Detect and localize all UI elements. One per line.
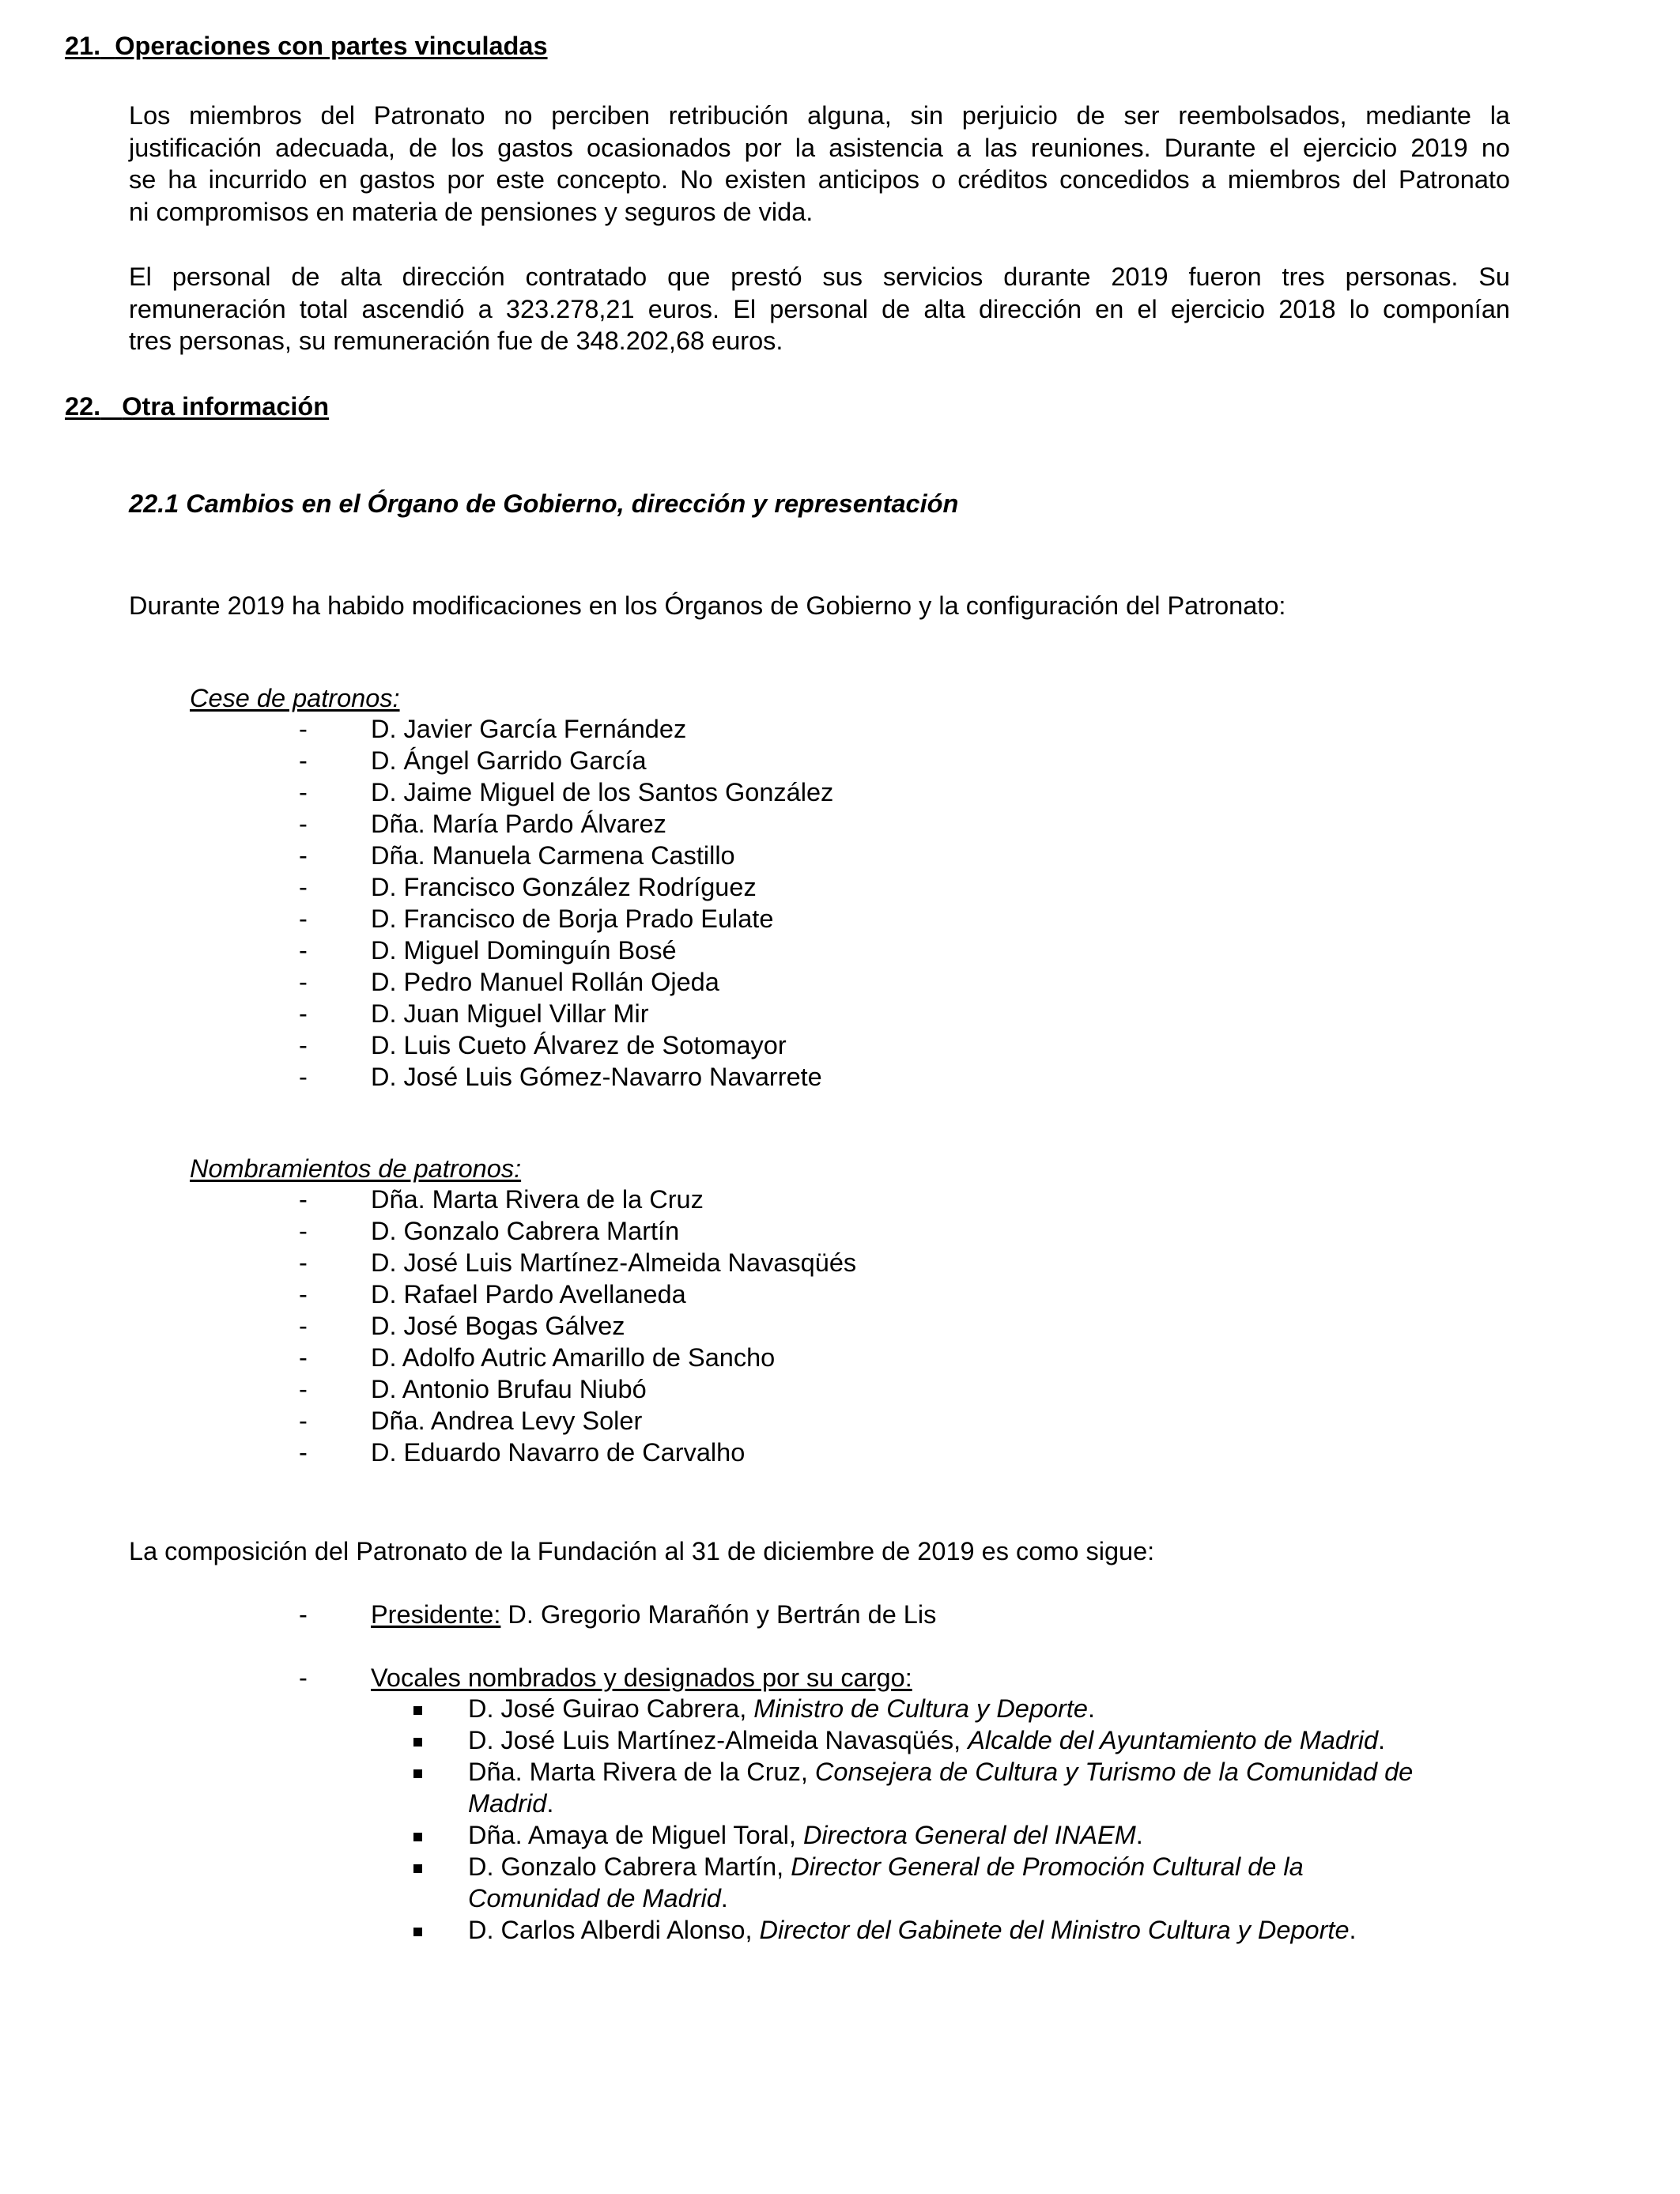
square-bullet-icon — [413, 1833, 422, 1841]
cese-heading: Cese de patronos: — [190, 684, 400, 712]
paragraph-line: justificación adecuada, de los gastos ocasionados por la asistencia a las reuniones. Durante el ejercicio 2019 no — [129, 133, 1510, 162]
square-bullet-icon — [413, 1706, 422, 1715]
dash-marker: - — [299, 715, 308, 743]
section-title: Operaciones con partes vinculadas — [115, 32, 548, 60]
dash-marker: - — [299, 1312, 308, 1340]
dash-marker: - — [299, 1600, 308, 1629]
dash-marker: - — [299, 1663, 308, 1692]
vocal-text: D. Carlos Alberdi Alonso, Director del Gabinete del Ministro Cultura y Deporte. — [468, 1916, 1357, 1944]
list-item-text: D. Adolfo Autric Amarillo de Sancho — [371, 1343, 776, 1372]
section-21-heading — [65, 32, 548, 61]
square-bullet-icon — [413, 1864, 422, 1873]
square-bullet-icon — [413, 1738, 422, 1747]
vocal-text: D. José Guirao Cabrera, Ministro de Cultura y Deporte. — [468, 1694, 1095, 1723]
paragraph-line: El personal de alta dirección contratado que prestó sus servicios durante 2019 fueron tres personas. Su — [129, 262, 1510, 291]
nombramientos-heading: Nombramientos de patronos: — [190, 1154, 522, 1183]
presidente-name: D. Gregorio Marañón y Bertrán de Lis — [500, 1600, 937, 1629]
list-item-text: D. Antonio Brufau Niubó — [371, 1375, 647, 1403]
vocales-heading: Vocales nombrados y designados por su cargo: — [371, 1663, 912, 1692]
dash-marker: - — [299, 1031, 308, 1059]
list-item-text: D. José Luis Gómez-Navarro Navarrete — [371, 1063, 822, 1091]
paragraph-remuneration-board — [129, 100, 1510, 228]
dash-marker: - — [299, 1375, 308, 1403]
dash-marker: - — [299, 841, 308, 870]
list-item-text: D. Rafael Pardo Avellaneda — [371, 1280, 686, 1308]
square-bullet-icon — [413, 1928, 422, 1936]
composicion-intro: La composición del Patronato de la Fundación al 31 de diciembre de 2019 es como sigue: — [129, 1537, 1155, 1565]
vocal-text: Dña. Amaya de Miguel Toral, Directora General del INAEM. — [468, 1821, 1143, 1849]
list-item-text: D. Jaime Miguel de los Santos González — [371, 778, 834, 806]
list-item-text: D. Luis Cueto Álvarez de Sotomayor — [371, 1031, 787, 1059]
list-item-text: D. Ángel Garrido García — [371, 746, 647, 775]
vocal-text: Dña. Marta Rivera de la Cruz, Consejera de Cultura y Turismo de la Comunidad de — [468, 1758, 1414, 1786]
list-item-text: D. Pedro Manuel Rollán Ojeda — [371, 968, 719, 996]
dash-marker: - — [299, 873, 308, 901]
intro-text: Durante 2019 ha habido modificaciones en los Órganos de Gobierno y la configuración del Patronato: — [129, 591, 1286, 620]
dash-marker: - — [299, 1280, 308, 1308]
dash-marker: - — [299, 1407, 308, 1435]
dash-marker: - — [299, 746, 308, 775]
subsection-heading: 22.1 Cambios en el Órgano de Gobierno, dirección y representación — [129, 489, 959, 518]
section-title: Otra información — [122, 392, 330, 421]
list-item-text: D. José Bogas Gálvez — [371, 1312, 625, 1340]
paragraph-line: se ha incurrido en gastos por este concepto. No existen anticipos o créditos concedidos a miembros del Patronato — [129, 165, 1510, 194]
list-item-text: D. José Luis Martínez-Almeida Navasqüés — [371, 1248, 857, 1277]
list-item-text: Dña. Andrea Levy Soler — [371, 1407, 643, 1435]
dash-marker: - — [299, 1343, 308, 1372]
list-item-text: Dña. Manuela Carmena Castillo — [371, 841, 735, 870]
dash-marker: - — [299, 1217, 308, 1245]
section-number: 21. — [65, 32, 101, 60]
square-bullet-icon — [413, 1769, 422, 1778]
list-item-text: Dña. María Pardo Álvarez — [371, 810, 666, 838]
list-item-text: D. Francisco de Borja Prado Eulate — [371, 904, 774, 933]
dash-marker: - — [299, 968, 308, 996]
dash-marker: - — [299, 1185, 308, 1214]
paragraph-senior-management — [129, 261, 1510, 357]
dash-marker: - — [299, 1248, 308, 1277]
section-number: 22. — [65, 392, 101, 421]
vocal-text-continued: Comunidad de Madrid. — [468, 1884, 728, 1913]
list-item-text: D. Javier García Fernández — [371, 715, 687, 743]
list-item-text: D. Francisco González Rodríguez — [371, 873, 757, 901]
paragraph-line: Los miembros del Patronato no perciben retribución alguna, sin perjuicio de ser reembolsados, mediante la — [129, 101, 1510, 130]
paragraph-line: remuneración total ascendió a 323.278,21 euros. El personal de alta dirección en el ejercicio 2018 lo componían — [129, 294, 1510, 323]
list-item-text: D. Juan Miguel Villar Mir — [371, 999, 649, 1028]
presidente-line — [371, 1600, 936, 1629]
vocal-text: D. Gonzalo Cabrera Martín, Director General de Promoción Cultural de la — [468, 1852, 1304, 1881]
dash-marker: - — [299, 999, 308, 1028]
paragraph-line: tres personas, su remuneración fue de 348.202,68 euros. — [129, 327, 783, 355]
dash-marker: - — [299, 936, 308, 965]
vocal-text-continued: Madrid. — [468, 1789, 554, 1818]
list-item-text: D. Miguel Dominguín Bosé — [371, 936, 677, 965]
dash-marker: - — [299, 904, 308, 933]
dash-marker: - — [299, 1438, 308, 1467]
dash-marker: - — [299, 1063, 308, 1091]
vocal-text: D. José Luis Martínez-Almeida Navasqüés, Alcalde del Ayuntamiento de Madrid. — [468, 1726, 1386, 1754]
presidente-label: Presidente: — [371, 1600, 501, 1629]
list-item-text: D. Gonzalo Cabrera Martín — [371, 1217, 680, 1245]
dash-marker: - — [299, 810, 308, 838]
list-item-text: Dña. Marta Rivera de la Cruz — [371, 1185, 704, 1214]
dash-marker: - — [299, 778, 308, 806]
list-item-text: D. Eduardo Navarro de Carvalho — [371, 1438, 746, 1467]
section-22-heading — [65, 392, 329, 421]
paragraph-line: ni compromisos en materia de pensiones y seguros de vida. — [129, 197, 814, 226]
